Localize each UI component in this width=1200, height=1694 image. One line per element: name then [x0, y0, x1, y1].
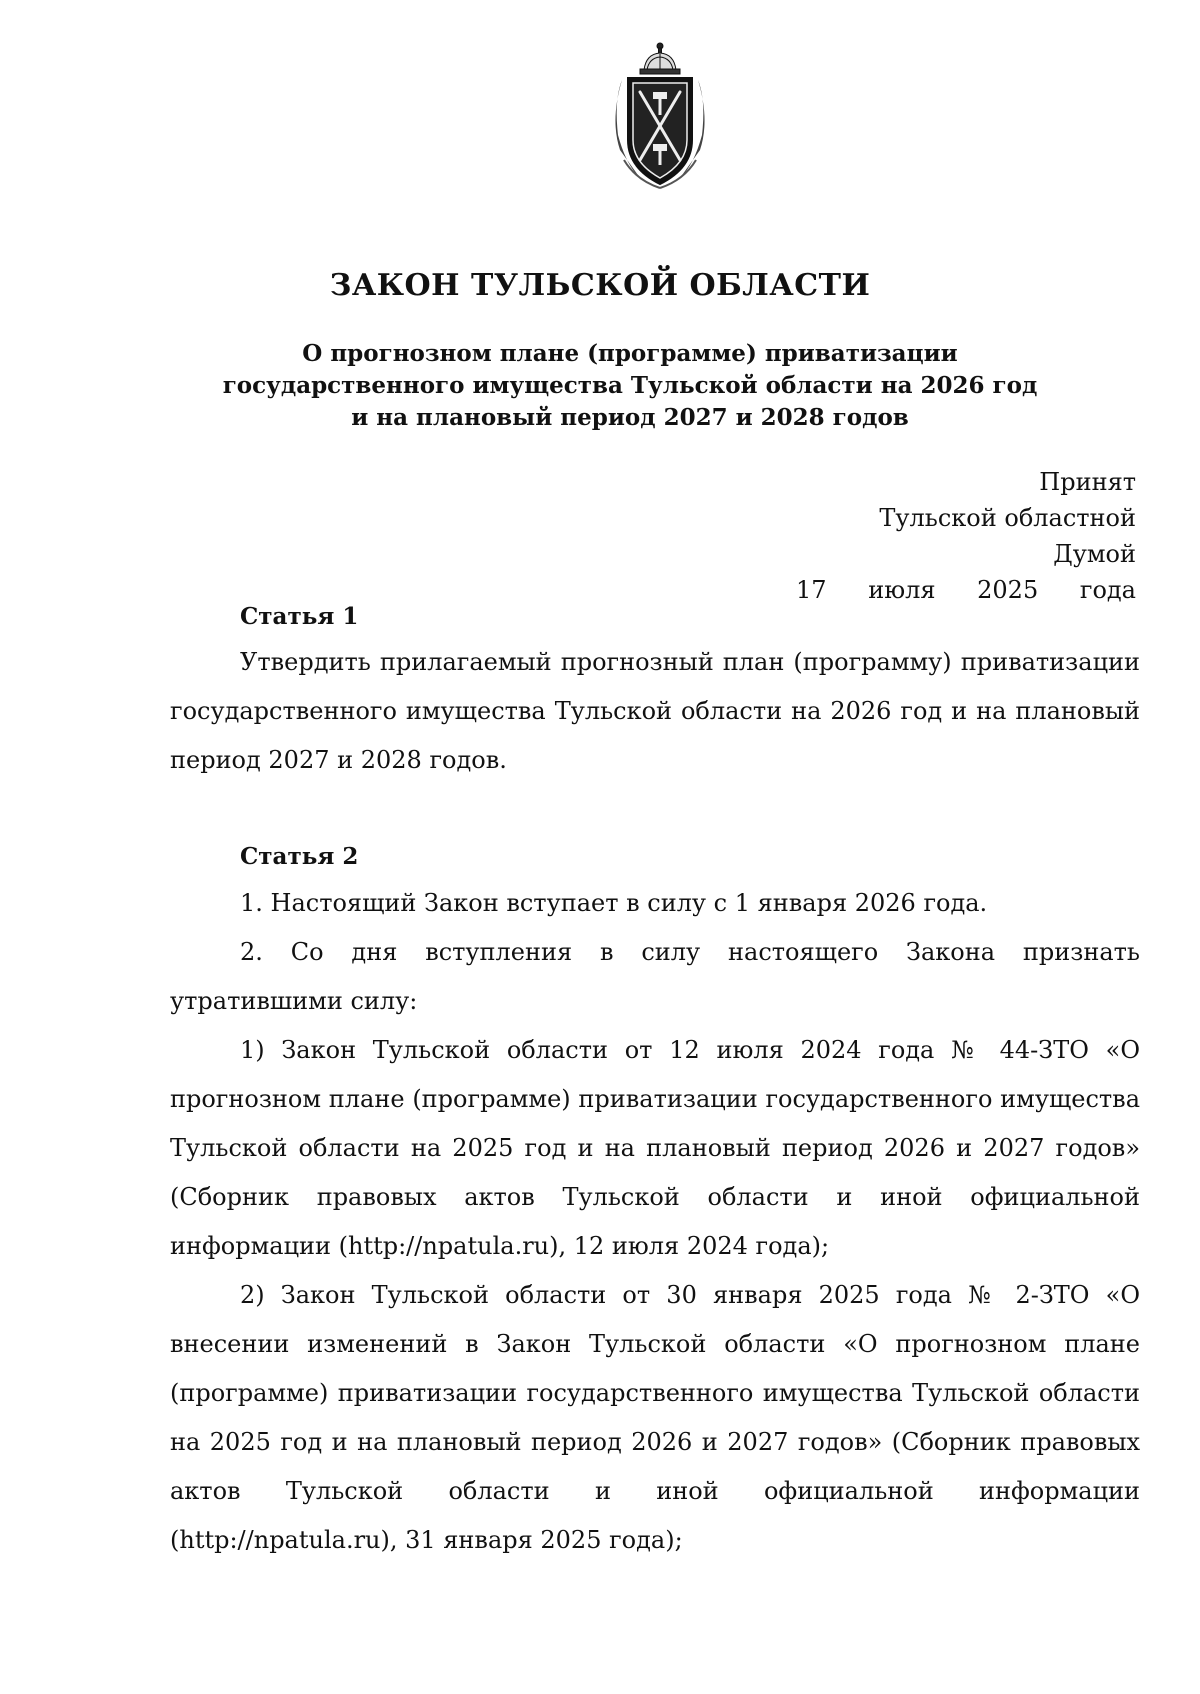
- article-2-item-2: 2) Закон Тульской области от 30 января 2025 года № 2-ЗТО «О внесении изменений в Закон Тульской области «О прогнозном плане (программе) приватизации государственного имущества Тульской области на 2025 год и на плановый период 2026 и 2027 годов» (Сборник правовых актов Тульской области и иной официальной информации (http://npatula.ru), 31 января 2025 года);: [170, 1281, 1140, 1554]
- law-subtitle: [200, 338, 1060, 434]
- subtitle-line: государственного имущества Тульской области на 2026 год: [222, 372, 1038, 399]
- article-1-text: Утвердить прилагаемый прогнозный план (программу) приватизации государственного имущества Тульской области на 2026 год и на плановый период 2027 и 2028 годов.: [170, 648, 1140, 774]
- adoption-block: [796, 464, 1136, 608]
- law-title: ЗАКОН ТУЛЬСКОЙ ОБЛАСТИ: [329, 268, 871, 303]
- subtitle-line: О прогнозном плане (программе) приватизации: [302, 340, 958, 367]
- adopted-label: Принят: [1039, 468, 1136, 496]
- adopted-by: Тульской областной Думой: [879, 504, 1136, 568]
- article-2-item-1: 1) Закон Тульской области от 12 июля 2024 года № 44-ЗТО «О прогнозном плане (программе) приватизации государственного имущества Тульской области на 2025 год и на плановый период 2026 и 2027 годов» (Сборник правовых актов Тульской области и иной официальной информации (http://npatula.ru), 12 июля 2024 года);: [170, 1036, 1140, 1260]
- article-1-heading: Статья 1: [240, 603, 359, 630]
- article-2-heading: Статья 2: [240, 843, 359, 870]
- adoption-month: июля: [868, 576, 936, 604]
- adoption-day: 17: [796, 576, 827, 604]
- adoption-year: 2025: [977, 576, 1039, 604]
- adoption-year-word: года: [1079, 576, 1136, 604]
- article-2-paragraph-1: 1. Настоящий Закон вступает в силу с 1 января 2026 года.: [240, 889, 988, 917]
- adoption-date: [796, 572, 1136, 608]
- subtitle-line: и на плановый период 2027 и 2028 годов: [351, 404, 909, 431]
- tula-coat-of-arms-icon: [600, 40, 720, 190]
- article-2-paragraph-2: 2. Со дня вступления в силу настоящего Закона признать утратившими силу:: [170, 938, 1140, 1015]
